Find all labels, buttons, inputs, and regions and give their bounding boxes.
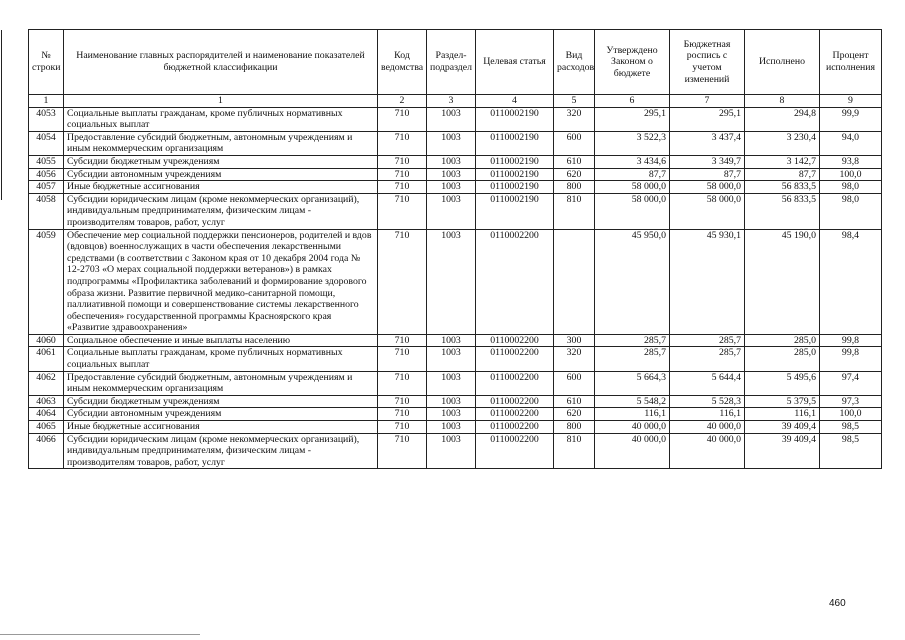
column-number: 9 xyxy=(820,95,882,108)
expense-type: 800 xyxy=(554,181,595,194)
execution-percent: 100,0 xyxy=(820,168,882,181)
row-name: Социальное обеспечение и иные выплаты населению xyxy=(64,334,378,347)
expense-type xyxy=(554,229,595,334)
table-row xyxy=(29,107,882,131)
budget-list-amount: 116,1 xyxy=(670,408,745,421)
row-number: 4056 xyxy=(29,168,64,181)
execution-percent: 98,0 xyxy=(820,193,882,229)
section-code: 1003 xyxy=(427,155,476,168)
executed-amount: 45 190,0 xyxy=(745,229,820,334)
budget-list-amount: 40 000,0 xyxy=(670,421,745,434)
dept-code: 710 xyxy=(378,408,427,421)
execution-percent: 99,8 xyxy=(820,334,882,347)
table-row xyxy=(29,131,882,155)
approved-amount: 285,7 xyxy=(595,334,670,347)
budget-list-amount: 285,7 xyxy=(670,347,745,371)
header-expense-type: Вид расходов xyxy=(554,30,595,95)
dept-code: 710 xyxy=(378,155,427,168)
section-code: 1003 xyxy=(427,107,476,131)
row-number: 4058 xyxy=(29,193,64,229)
approved-amount: 295,1 xyxy=(595,107,670,131)
row-number: 4055 xyxy=(29,155,64,168)
dept-code: 710 xyxy=(378,334,427,347)
approved-amount: 5 548,2 xyxy=(595,395,670,408)
row-number: 4062 xyxy=(29,371,64,395)
row-name: Иные бюджетные ассигнования xyxy=(64,181,378,194)
row-name: Предоставление субсидий бюджетным, автономным учреждениям и иным некоммерческим организациям xyxy=(64,131,378,155)
expense-type: 320 xyxy=(554,107,595,131)
section-code: 1003 xyxy=(427,433,476,469)
row-number: 4066 xyxy=(29,433,64,469)
budget-list-amount: 285,7 xyxy=(670,334,745,347)
row-name: Субсидии бюджетным учреждениям xyxy=(64,155,378,168)
approved-amount: 5 664,3 xyxy=(595,371,670,395)
approved-amount: 58 000,0 xyxy=(595,181,670,194)
row-name: Социальные выплаты гражданам, кроме публичных нормативных социальных выплат xyxy=(64,107,378,131)
row-name: Обеспечение мер социальной поддержки пенсионеров, родителей и вдов (вдовцов) военнослужащих в части обеспечения лекарственными средствами (в соответствии с Законом края от 10 декабря 2004 года № 12-2703 «О мерах социальной поддержки ветеранов») в рамках подпрограммы «Профилактика заболеваний и формирование здорового образа жизни. Развитие первичной медико-санитарной помощи, паллиативной помощи и совершенствование системы лекарственного обеспечения» государственной программы Красноярского края «Развитие здравоохранения» xyxy=(64,229,378,334)
target-article: 0110002190 xyxy=(476,181,554,194)
header-budget-list: Бюджетная роспись с учетом изменений xyxy=(670,30,745,95)
header-approved: Утверждено Законом о бюджете xyxy=(595,30,670,95)
row-name: Иные бюджетные ассигнования xyxy=(64,421,378,434)
section-code: 1003 xyxy=(427,371,476,395)
executed-amount: 285,0 xyxy=(745,334,820,347)
row-number: 4059 xyxy=(29,229,64,334)
budget-list-amount: 295,1 xyxy=(670,107,745,131)
row-number: 4063 xyxy=(29,395,64,408)
execution-percent: 98,5 xyxy=(820,421,882,434)
table-row xyxy=(29,168,882,181)
target-article: 0110002190 xyxy=(476,168,554,181)
column-number: 3 xyxy=(427,95,476,108)
dept-code: 710 xyxy=(378,107,427,131)
row-name: Субсидии бюджетным учреждениям xyxy=(64,395,378,408)
execution-percent: 99,9 xyxy=(820,107,882,131)
section-code: 1003 xyxy=(427,181,476,194)
target-article: 0110002190 xyxy=(476,107,554,131)
approved-amount: 116,1 xyxy=(595,408,670,421)
executed-amount: 56 833,5 xyxy=(745,193,820,229)
column-number-row xyxy=(29,95,882,108)
expense-type: 610 xyxy=(554,395,595,408)
budget-list-amount: 58 000,0 xyxy=(670,181,745,194)
budget-list-amount: 5 528,3 xyxy=(670,395,745,408)
target-article: 0110002190 xyxy=(476,193,554,229)
dept-code: 710 xyxy=(378,371,427,395)
row-number: 4065 xyxy=(29,421,64,434)
table-row xyxy=(29,334,882,347)
header-executed: Исполнено xyxy=(745,30,820,95)
budget-list-amount: 87,7 xyxy=(670,168,745,181)
expense-type: 320 xyxy=(554,347,595,371)
section-code: 1003 xyxy=(427,347,476,371)
section-code: 1003 xyxy=(427,168,476,181)
budget-list-amount: 3 437,4 xyxy=(670,131,745,155)
expense-type: 810 xyxy=(554,433,595,469)
target-article: 0110002190 xyxy=(476,131,554,155)
approved-amount: 3 434,6 xyxy=(595,155,670,168)
row-name: Предоставление субсидий бюджетным, автономным учреждениям и иным некоммерческим организациям xyxy=(64,371,378,395)
dept-code: 710 xyxy=(378,421,427,434)
header-section: Раздел-подраздел xyxy=(427,30,476,95)
expense-type: 300 xyxy=(554,334,595,347)
section-code: 1003 xyxy=(427,408,476,421)
row-name: Социальные выплаты гражданам, кроме публичных нормативных социальных выплат xyxy=(64,347,378,371)
execution-percent: 99,8 xyxy=(820,347,882,371)
execution-percent: 98,0 xyxy=(820,181,882,194)
expense-type: 620 xyxy=(554,408,595,421)
executed-amount: 39 409,4 xyxy=(745,421,820,434)
column-number: 1 xyxy=(29,95,64,108)
dept-code: 710 xyxy=(378,347,427,371)
table-row xyxy=(29,371,882,395)
budget-list-amount: 3 349,7 xyxy=(670,155,745,168)
budget-list-amount: 58 000,0 xyxy=(670,193,745,229)
page-number: 460 xyxy=(829,598,846,609)
executed-amount: 116,1 xyxy=(745,408,820,421)
budget-list-amount: 40 000,0 xyxy=(670,433,745,469)
row-number: 4064 xyxy=(29,408,64,421)
dept-code: 710 xyxy=(378,168,427,181)
target-article: 0110002200 xyxy=(476,408,554,421)
row-name: Субсидии юридическим лицам (кроме некоммерческих организаций), индивидуальным предпринимателям, физическим лицам - производителям товаров, работ, услуг xyxy=(64,193,378,229)
approved-amount: 58 000,0 xyxy=(595,193,670,229)
target-article: 0110002200 xyxy=(476,395,554,408)
row-number: 4054 xyxy=(29,131,64,155)
executed-amount: 5 495,6 xyxy=(745,371,820,395)
target-article: 0110002200 xyxy=(476,347,554,371)
row-name: Субсидии юридическим лицам (кроме некоммерческих организаций), индивидуальным предпринимателям, физическим лицам - производителям товаров, работ, услуг xyxy=(64,433,378,469)
executed-amount: 87,7 xyxy=(745,168,820,181)
expense-type: 620 xyxy=(554,168,595,181)
row-number: 4061 xyxy=(29,347,64,371)
dept-code: 710 xyxy=(378,131,427,155)
table-row xyxy=(29,408,882,421)
row-number: 4057 xyxy=(29,181,64,194)
dept-code: 710 xyxy=(378,193,427,229)
execution-percent: 97,4 xyxy=(820,371,882,395)
row-name: Субсидии автономным учреждениям xyxy=(64,408,378,421)
budget-list-amount: 45 930,1 xyxy=(670,229,745,334)
execution-percent: 98,5 xyxy=(820,433,882,469)
section-code: 1003 xyxy=(427,193,476,229)
dept-code: 710 xyxy=(378,433,427,469)
target-article: 0110002200 xyxy=(476,334,554,347)
executed-amount: 3 142,7 xyxy=(745,155,820,168)
target-article: 0110002200 xyxy=(476,229,554,334)
section-code: 1003 xyxy=(427,131,476,155)
approved-amount: 87,7 xyxy=(595,168,670,181)
execution-percent: 93,8 xyxy=(820,155,882,168)
column-number: 7 xyxy=(670,95,745,108)
table-row xyxy=(29,229,882,334)
target-article: 0110002190 xyxy=(476,155,554,168)
executed-amount: 3 230,4 xyxy=(745,131,820,155)
section-code: 1003 xyxy=(427,229,476,334)
table-header-row xyxy=(29,30,882,95)
table-row xyxy=(29,433,882,469)
approved-amount: 3 522,3 xyxy=(595,131,670,155)
execution-percent: 98,4 xyxy=(820,229,882,334)
execution-percent: 100,0 xyxy=(820,408,882,421)
execution-percent: 94,0 xyxy=(820,131,882,155)
table-row xyxy=(29,395,882,408)
dept-code: 710 xyxy=(378,395,427,408)
executed-amount: 294,8 xyxy=(745,107,820,131)
row-number: 4060 xyxy=(29,334,64,347)
column-number: 1 xyxy=(64,95,378,108)
header-dept-code: Код ведомства xyxy=(378,30,427,95)
target-article: 0110002200 xyxy=(476,371,554,395)
row-number: 4053 xyxy=(29,107,64,131)
approved-amount: 40 000,0 xyxy=(595,433,670,469)
section-code: 1003 xyxy=(427,421,476,434)
expense-type: 810 xyxy=(554,193,595,229)
column-number: 2 xyxy=(378,95,427,108)
budget-execution-table xyxy=(28,29,882,469)
execution-percent: 97,3 xyxy=(820,395,882,408)
page-edge-line xyxy=(1,30,2,200)
expense-type: 800 xyxy=(554,421,595,434)
bottom-scan-line xyxy=(0,634,200,635)
header-name: Наименование главных распорядителей и наименование показателей бюджетной классификации xyxy=(64,30,378,95)
row-name: Субсидии автономным учреждениям xyxy=(64,168,378,181)
dept-code: 710 xyxy=(378,229,427,334)
executed-amount: 56 833,5 xyxy=(745,181,820,194)
budget-list-amount: 5 644,4 xyxy=(670,371,745,395)
section-code: 1003 xyxy=(427,395,476,408)
dept-code: 710 xyxy=(378,181,427,194)
column-number: 4 xyxy=(476,95,554,108)
column-number: 8 xyxy=(745,95,820,108)
approved-amount: 45 950,0 xyxy=(595,229,670,334)
executed-amount: 285,0 xyxy=(745,347,820,371)
approved-amount: 285,7 xyxy=(595,347,670,371)
header-target-article: Целевая статья xyxy=(476,30,554,95)
column-number: 6 xyxy=(595,95,670,108)
section-code: 1003 xyxy=(427,334,476,347)
header-row-number: № строки xyxy=(29,30,64,95)
approved-amount: 40 000,0 xyxy=(595,421,670,434)
column-number: 5 xyxy=(554,95,595,108)
target-article: 0110002200 xyxy=(476,433,554,469)
header-percent: Процент исполнения xyxy=(820,30,882,95)
expense-type: 610 xyxy=(554,155,595,168)
target-article: 0110002200 xyxy=(476,421,554,434)
executed-amount: 39 409,4 xyxy=(745,433,820,469)
table-row xyxy=(29,155,882,168)
table-row xyxy=(29,421,882,434)
expense-type: 600 xyxy=(554,131,595,155)
table-row xyxy=(29,181,882,194)
executed-amount: 5 379,5 xyxy=(745,395,820,408)
table-row xyxy=(29,193,882,229)
table-row xyxy=(29,347,882,371)
expense-type: 600 xyxy=(554,371,595,395)
